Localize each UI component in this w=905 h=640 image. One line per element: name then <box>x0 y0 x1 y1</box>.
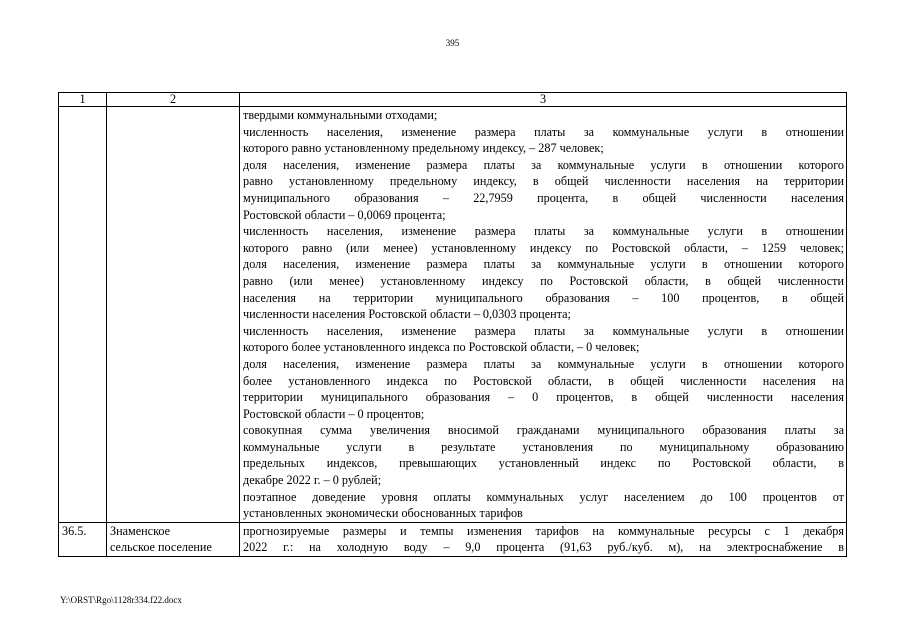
text-line: населения на территории муниципального образования – 100 процентов, в общей <box>243 290 844 305</box>
text-line: 2022 г.: на холодную воду – 9,0 процента (91,63 руб./куб. м), на электроснабжение в <box>243 540 844 555</box>
text-line: совокупная сумма увеличения вносимой гражданами муниципального образования платы за <box>243 423 844 438</box>
text-line: декабре 2022 г. – 0 рублей; <box>243 473 382 488</box>
text-line: доля населения, изменение размера платы за коммунальные услуги в отношении которого <box>243 257 844 272</box>
text-line: прогнозируемые размеры и темпы изменения тарифов на коммунальные ресурсы с 1 декабря <box>243 523 844 538</box>
text-line: численности населения Ростовской области – 0,0303 процента; <box>243 307 571 322</box>
text-line: более установленного индекса по Ростовской области, в общей численности населения на <box>243 373 844 388</box>
text-line: Ростовской области – 0 процентов; <box>243 406 425 421</box>
text-line: которого равно (или менее) установленному индексу по Ростовской области, – 1259 человек; <box>243 240 844 255</box>
text-line: которого более установленного индекса по Ростовской области, – 0 человек; <box>243 340 640 355</box>
text-line: предельных индексов, превышающих установленный индекс по Ростовской области, в <box>243 456 844 471</box>
text-line: установленных экономически обоснованных тарифов <box>243 506 523 521</box>
file-path-footer: Y:\ORST\Rgo\1128r334.f22.docx <box>60 595 182 605</box>
text-line: которого равно установленному предельному индексу, – 287 человек; <box>243 141 604 156</box>
text-line: поэтапное доведение уровня оплаты коммунальных услуг населением до 100 процентов от <box>243 489 844 504</box>
text-line: численность населения, изменение размера платы за коммунальные услуги в отношении <box>243 323 844 338</box>
header-col-2: 2 <box>107 93 240 107</box>
table-row <box>59 522 847 556</box>
page-number: 395 <box>445 38 460 48</box>
text-line: муниципального образования – 22,7959 процента, в общей численности населения <box>243 190 844 205</box>
row-text-cell <box>240 522 847 556</box>
table-header-row <box>59 93 847 107</box>
continuation-name-cell <box>107 107 240 523</box>
text-line: коммунальные услуги в результате установления по муниципальному образованию <box>243 439 844 454</box>
row-number: 36.5. <box>62 523 87 538</box>
row-name-line: сельское поселение <box>110 540 212 555</box>
text-line: равно установленному предельному индексу, в общей численности населения на территории <box>243 174 844 189</box>
text-line: численность населения, изменение размера платы за коммунальные услуги в отношении <box>243 224 844 239</box>
continuation-row <box>59 107 847 523</box>
text-line: доля населения, изменение размера платы за коммунальные услуги в отношении которого <box>243 157 844 172</box>
text-line: Ростовской области – 0,0069 процента; <box>243 207 446 222</box>
text-line: доля населения, изменение размера платы за коммунальные услуги в отношении которого <box>243 356 844 371</box>
text-line: численность населения, изменение размера платы за коммунальные услуги в отношении <box>243 124 844 139</box>
header-col-3: 3 <box>240 93 847 107</box>
header-col-1: 1 <box>59 93 107 107</box>
text-line: твердыми коммунальными отходами; <box>243 108 438 122</box>
text-line: равно (или менее) установленному индексу по Ростовской области, в общей численности <box>243 273 844 288</box>
document-table <box>58 92 847 557</box>
continuation-number-cell <box>59 107 107 523</box>
row-number-cell <box>59 522 107 556</box>
text-line: территории муниципального образования – 0 процентов, в общей численности населения <box>243 390 844 405</box>
row-name-cell <box>107 522 240 556</box>
continuation-text-cell <box>240 107 847 523</box>
row-name-line: Знаменское <box>110 523 171 538</box>
